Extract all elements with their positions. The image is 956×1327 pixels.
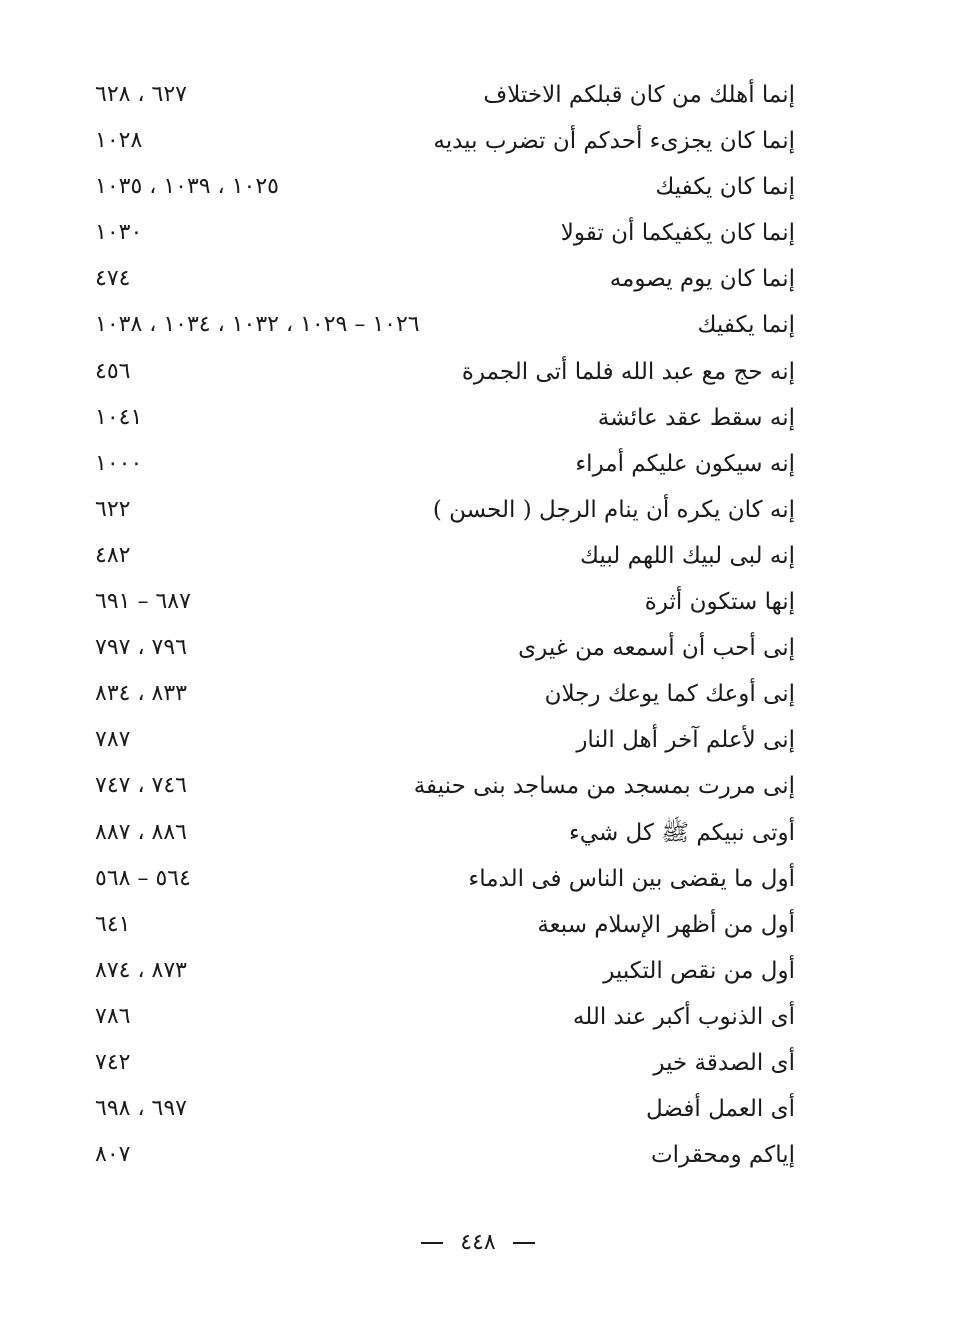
page-footer — [0, 1228, 956, 1258]
hadith-phrase: إنما أهلك من كان قبلكم الاختلاف — [483, 82, 795, 108]
index-entry — [95, 210, 795, 256]
page-references: ٨٣٣ ، ٨٣٤ — [95, 681, 187, 707]
page-references: ٤٨٢ — [95, 542, 131, 568]
page-references: ٦٨٧ – ٦٩١ — [95, 589, 191, 615]
index-entry — [95, 579, 795, 625]
page-references: ٤٧٤ — [95, 266, 131, 292]
index-entry — [95, 441, 795, 487]
hadith-phrase: أى العمل أفضل — [646, 1096, 795, 1123]
hadith-phrase: إنما يكفيك — [697, 312, 795, 339]
hadith-phrase: أول ما يقضى بين الناس فى الدماء — [468, 865, 795, 892]
page-references: ٦٢٧ ، ٦٢٨ — [95, 82, 187, 107]
page-references: ٨٨٦ ، ٨٨٧ — [95, 819, 187, 845]
index-entry — [95, 302, 795, 348]
hadith-phrase: إنى لأعلم آخر أهل النار — [576, 727, 795, 754]
index-entry — [95, 395, 795, 441]
hadith-phrase: إنها ستكون أثرة — [644, 589, 795, 616]
page-references: ٧٩٦ ، ٧٩٧ — [95, 635, 187, 661]
index-entry — [95, 118, 795, 164]
footer-dash-right — [513, 1242, 535, 1244]
index-entry — [95, 256, 795, 302]
hadith-phrase: إنه حج مع عبد الله فلما أتى الجمرة — [461, 358, 795, 385]
index-entry — [95, 994, 795, 1040]
index-entry — [95, 856, 795, 902]
footer-dash-left — [421, 1242, 443, 1244]
page-references: ٧٨٦ — [95, 1003, 131, 1029]
hadith-phrase: إياكم ومحقرات — [650, 1142, 795, 1169]
index-entry — [95, 1040, 795, 1086]
hadith-phrase: أول من أظهر الإسلام سبعة — [537, 911, 795, 938]
page-references: ٨٧٣ ، ٨٧٤ — [95, 957, 187, 983]
page-references: ٨٠٧ — [95, 1142, 131, 1168]
page-references: ٧٤٦ ، ٧٤٧ — [95, 773, 187, 799]
index-entry — [95, 1132, 795, 1178]
page-references: ٧٨٧ — [95, 727, 131, 753]
page-number: ٤٤٨ — [460, 1230, 496, 1255]
page-references: ١٠٣٠ — [95, 220, 143, 246]
hadith-phrase: إنما كان يكفيكما أن تقولا — [560, 220, 795, 247]
hadith-phrase: أوتى نبيكم ﷺ كل شيء — [568, 819, 795, 846]
page-references: ١٠٤١ — [95, 404, 143, 430]
index-entry — [95, 349, 795, 395]
hadith-phrase: أى الصدقة خير — [653, 1049, 795, 1076]
hadith-phrase: إنما كان يجزىء أحدكم أن تضرب بيديه — [433, 128, 795, 155]
index-entry — [95, 671, 795, 717]
hadith-phrase: إنى أوعك كما يوعك رجلان — [544, 681, 795, 708]
page-references: ١٠٢٨ — [95, 128, 143, 154]
hadith-phrase: إنه سقط عقد عائشة — [597, 404, 795, 431]
index-entry — [95, 72, 795, 118]
hadith-phrase: إنما كان يكفيك — [655, 174, 795, 201]
page-references: ٧٤٢ — [95, 1049, 131, 1075]
page-references: ١٠٢٥ ، ١٠٣٩ ، ١٠٣٥ — [95, 174, 279, 200]
page-references: ١٠٠٠ — [95, 450, 143, 476]
page-references: ٤٥٦ — [95, 358, 131, 384]
hadith-phrase: إنما كان يوم يصومه — [609, 266, 795, 293]
hadith-phrase: إنه سيكون عليكم أمراء — [575, 450, 795, 477]
hadith-phrase: أول من نقص التكبير — [603, 957, 795, 984]
hadith-phrase: أى الذنوب أكبر عند الله — [572, 1003, 795, 1030]
index-entry — [95, 763, 795, 809]
page-references: ٦٢٢ — [95, 496, 131, 522]
hadith-phrase: إنه لبى لبيك اللهم لبيك — [580, 542, 795, 569]
hadith-phrase: إنى مررت بمسجد من مساجد بنى حنيفة — [413, 773, 795, 800]
page-references: ٥٦٤ – ٥٦٨ — [95, 865, 191, 891]
index-entry — [95, 810, 795, 856]
index-entry — [95, 902, 795, 948]
hadith-index-list — [95, 72, 795, 1178]
index-entry — [95, 164, 795, 210]
hadith-phrase: إنه كان يكره أن ينام الرجل ( الحسن ) — [432, 496, 795, 523]
page-references: ١٠٢٦ – ١٠٢٩ ، ١٠٣٢ ، ١٠٣٤ ، ١٠٣٨ — [95, 312, 420, 338]
index-entry — [95, 487, 795, 533]
index-entry — [95, 533, 795, 579]
index-entry — [95, 1086, 795, 1132]
index-entry — [95, 625, 795, 671]
hadith-phrase: إنى أحب أن أسمعه من غيرى — [518, 635, 795, 662]
index-entry — [95, 717, 795, 763]
index-entry — [95, 948, 795, 994]
page-references: ٦٤١ — [95, 911, 131, 937]
page-references: ٦٩٧ ، ٦٩٨ — [95, 1096, 187, 1122]
